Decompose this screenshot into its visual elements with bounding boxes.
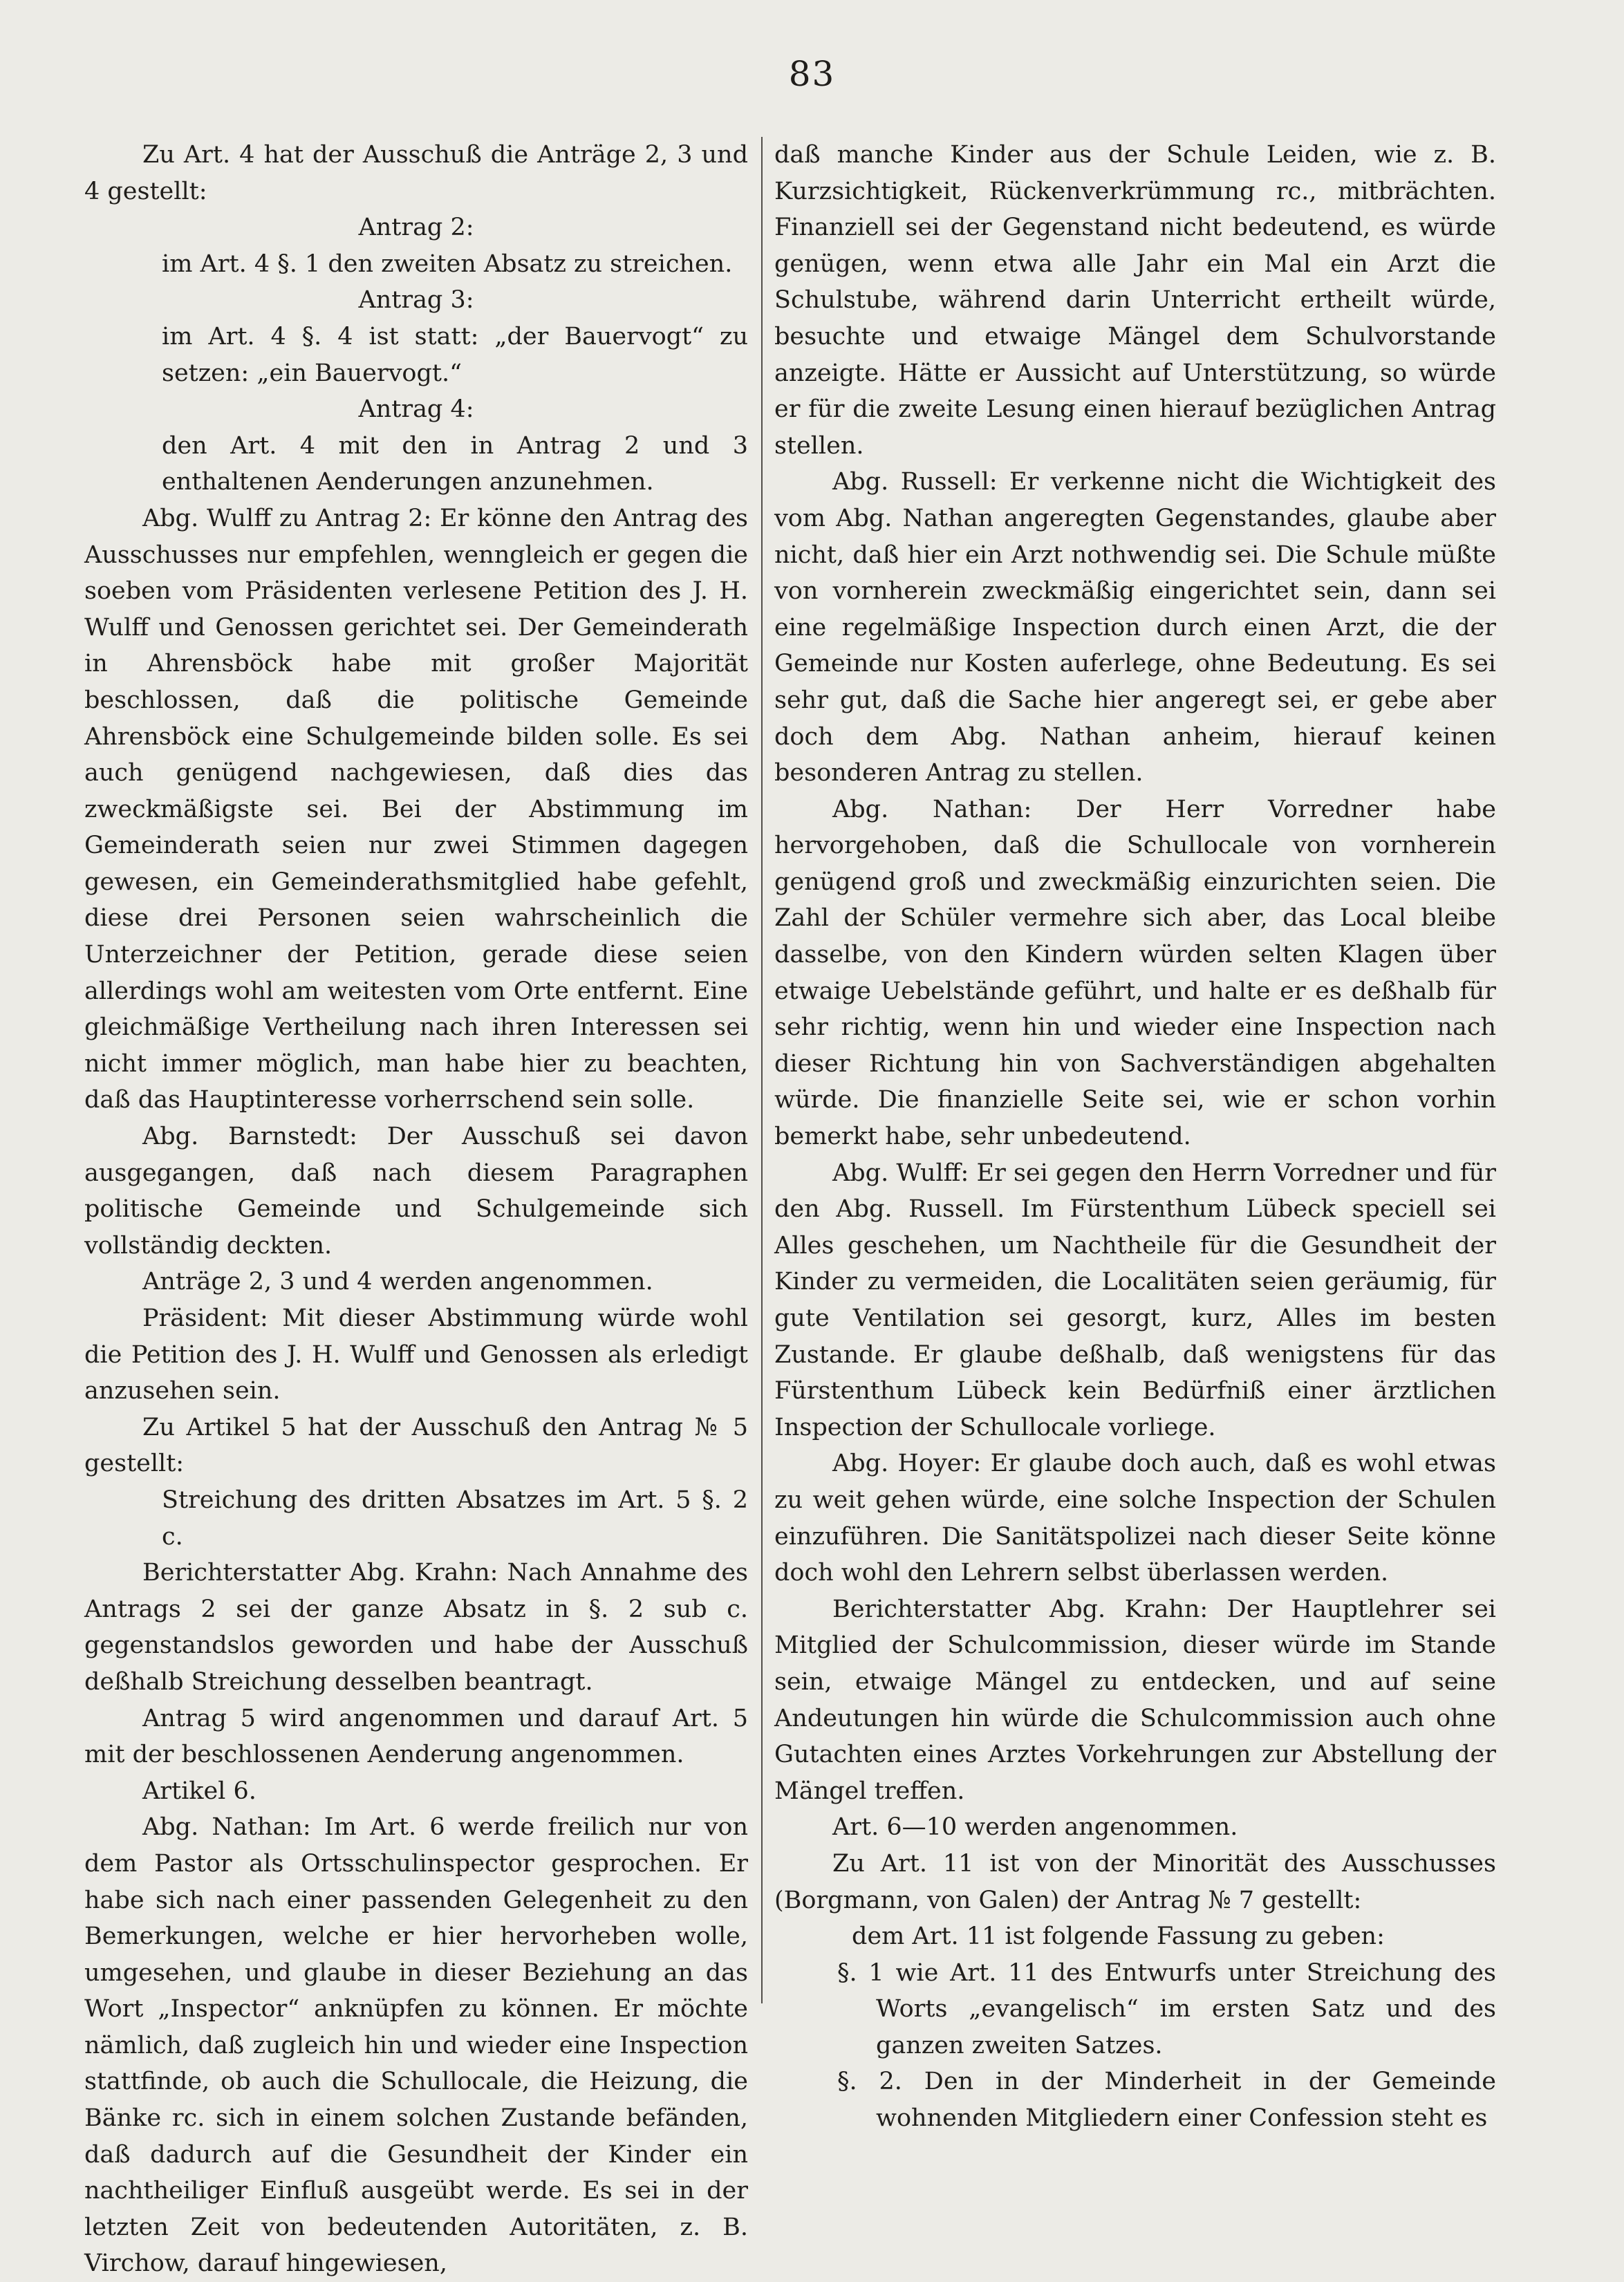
left-column bbox=[84, 137, 748, 2278]
article-heading: Artikel 6. bbox=[142, 1777, 256, 1805]
speech-paragraph: Abg. Nathan: Im Art. 6 werde freilich nur von dem Pastor als Ortsschulinspector gesprochen. Er habe sich nach einer passenden Gelegenheit zu den Bemerkungen, welche er hier hervorheben wolle, umgesehen, und glaube in dieser Beziehung an das Wort „Inspector“ anknüpfen zu können. Er möchte nämlich, daß zugleich hin und wieder eine Inspection stattfinde, ob auch die Schullocale, die Heizung, die Bänke rc. sich in einem solchen Zustande befänden, daß dadurch auf die Gesundheit der Kinder ein nachtheiliger Einfluß ausgeübt werde. Es sei in der letzten Zeit von bedeutenden Autoritäten, z. B. Virchow, darauf hingewiesen, bbox=[84, 1813, 748, 2278]
column-divider bbox=[761, 137, 763, 2003]
motion-clause: §. 2. Den in der Minderheit in der Gemeinde wohnenden Mitgliedern einer Confession steht es bbox=[837, 2068, 1496, 2133]
speech-paragraph: Abg. Hoyer: Er glaube doch auch, daß es wohl etwas zu weit gehen würde, eine solche Inspection der Schulen einzuführen. Die Sanitätspolizei nach dieser Seite könne doch wohl den Lehrern selbst überlassen werden. bbox=[774, 1450, 1496, 1587]
motion-text: den Art. 4 mit den in Antrag 2 und 3 enthaltenen Aenderungen anzunehmen. bbox=[162, 431, 748, 496]
resolution-line: Art. 6—10 werden angenommen. bbox=[832, 1813, 1238, 1842]
speech-paragraph: Berichterstatter Abg. Krahn: Der Hauptlehrer sei Mitglied der Schulcommission, dieser würde im Stande sein, etwaige Mängel zu entdecken, und auf seine Andeutungen hin würde die Schulcommission auch ohne Gutachten eines Arztes Vorkehrungen zur Abstellung der Mängel treffen. bbox=[774, 1595, 1496, 1805]
resolution-line: Antrag 5 wird angenommen und darauf Art. 5 mit der beschlossenen Aenderung angenommen. bbox=[84, 1704, 748, 1769]
speech-paragraph: Abg. Russell: Er verkenne nicht die Wichtigkeit des vom Abg. Nathan angeregten Gegenstandes, glaube aber nicht, daß hier ein Arzt nothwendig sei. Die Schule müßte von vornherein zweckmäßig eingerichtet sein, dann sei eine regelmäßige Inspection durch einen Arzt, die der Gemeinde nur Kosten auferlege, ohne Bedeutung. Es sei sehr gut, daß die Sache hier angeregt sei, er gebe aber doch dem Abg. Nathan anheim, hierauf keinen besonderen Antrag zu stellen. bbox=[774, 468, 1496, 787]
motion-text: Streichung des dritten Absatzes im Art. 5 §. 2 c. bbox=[162, 1486, 748, 1551]
motion-text: im Art. 4 §. 4 ist statt: „der Bauervogt“ zu setzen: „ein Bauervogt.“ bbox=[162, 322, 748, 387]
speech-paragraph: Abg. Wulff: Er sei gegen den Herrn Vorredner und für den Abg. Russell. Im Fürstenthum Lübeck speciell sei Alles geschehen, um Nachtheile für die Gesundheit der Kinder zu vermeiden, die Localitäten seien geräumig, für gute Ventilation sei gesorgt, kurz, Alles im besten Zustande. Er glaube deßhalb, daß wenigstens für das Fürstenthum Lübeck kein Bedürfniß einer ärztlichen Inspection der Schullocale vorliege. bbox=[774, 1159, 1496, 1441]
motion-clause: §. 1 wie Art. 11 des Entwurfs unter Streichung des Worts „evangelisch“ im ersten Satz und des ganzen zweiten Satzes. bbox=[837, 1958, 1496, 2059]
motion-heading: Antrag 3: bbox=[358, 286, 474, 315]
motion-text: dem Art. 11 ist folgende Fassung zu geben: bbox=[852, 1923, 1385, 1951]
page-number: 83 bbox=[788, 54, 836, 94]
speech-paragraph: Abg. Wulff zu Antrag 2: Er könne den Antrag des Ausschusses nur empfehlen, wenngleich er gegen die soeben vom Präsidenten verlesene Petition des J. H. Wulff und Genossen gerichtet sei. Der Gemeinderath in Ahrensböck habe mit großer Majorität beschlossen, daß die politische Gemeinde Ahrensböck eine Schulgemeinde bilden solle. Es sei auch genügend nachgewiesen, daß dies das zweckmäßigste sei. Bei der Abstimmung im Gemeinderath seien nur zwei Stimmen dagegen gewesen, ein Gemeinderathsmitglied habe gefehlt, diese drei Personen seien wahrscheinlich die Unterzeichner der Petition, gerade diese seien allerdings wohl am weitesten vom Orte entfernt. Eine gleichmäßige Vertheilung nach ihren Interessen sei nicht immer möglich, man habe hier zu beachten, daß das Hauptinteresse vorherrschend sein solle. bbox=[84, 504, 748, 1114]
paragraph-continuation: daß manche Kinder aus der Schule Leiden, wie z. B. Kurzsichtigkeit, Rückenverkrümmung rc., mitbrächten. Finanziell sei der Gegenstand nicht bedeutend, es würde genügen, wenn etwa alle Jahr ein Mal ein Arzt die Schulstube, während darin Unterricht ertheilt würde, besuchte und etwaige Mängel dem Schulvorstande anzeigte. Hätte er Aussicht auf Unterstützung, so würde er für die zweite Lesung einen hierauf bezüglichen Antrag stellen. bbox=[774, 141, 1496, 460]
speech-paragraph: Abg. Barnstedt: Der Ausschuß sei davon ausgegangen, daß nach diesem Paragraphen politische Gemeinde und Schulgemeinde sich vollständig deckten. bbox=[84, 1123, 748, 1260]
paragraph: Zu Art. 11 ist von der Minorität des Ausschusses (Borgmann, von Galen) der Antrag № 7 gestellt: bbox=[774, 1849, 1496, 1914]
motion-heading: Antrag 4: bbox=[358, 395, 474, 424]
paragraph: Zu Artikel 5 hat der Ausschuß den Antrag № 5 gestellt: bbox=[84, 1413, 748, 1478]
motion-text: im Art. 4 §. 1 den zweiten Absatz zu streichen. bbox=[162, 250, 733, 278]
right-column bbox=[774, 137, 1496, 2133]
motion-heading: Antrag 2: bbox=[358, 214, 474, 242]
paragraph: Zu Art. 4 hat der Ausschuß die Anträge 2, 3 und 4 gestellt: bbox=[84, 141, 748, 205]
speech-paragraph: Präsident: Mit dieser Abstimmung würde wohl die Petition des J. H. Wulff und Genossen als erledigt anzusehen sein. bbox=[84, 1304, 748, 1405]
resolution-line: Anträge 2, 3 und 4 werden angenommen. bbox=[142, 1268, 653, 1296]
speech-paragraph: Abg. Nathan: Der Herr Vorredner habe hervorgehoben, daß die Schullocale von vornherein genügend groß und zweckmäßig einzurichten seien. Die Zahl der Schüler vermehre sich aber, das Local bleibe dasselbe, von den Kindern würden selten Klagen über etwaige Uebelstände geführt, und halte er es deßhalb für sehr richtig, wenn hin und wieder eine Inspection nach dieser Richtung hin von Sachverständigen abgehalten würde. Die finanzielle Seite sei, wie er schon vorhin bemerkt habe, sehr unbedeutend. bbox=[774, 795, 1496, 1151]
speech-paragraph: Berichterstatter Abg. Krahn: Nach Annahme des Antrags 2 sei der ganze Absatz in §. 2 sub c. gegenstandslos geworden und habe der Ausschuß deßhalb Streichung desselben beantragt. bbox=[84, 1559, 748, 1696]
